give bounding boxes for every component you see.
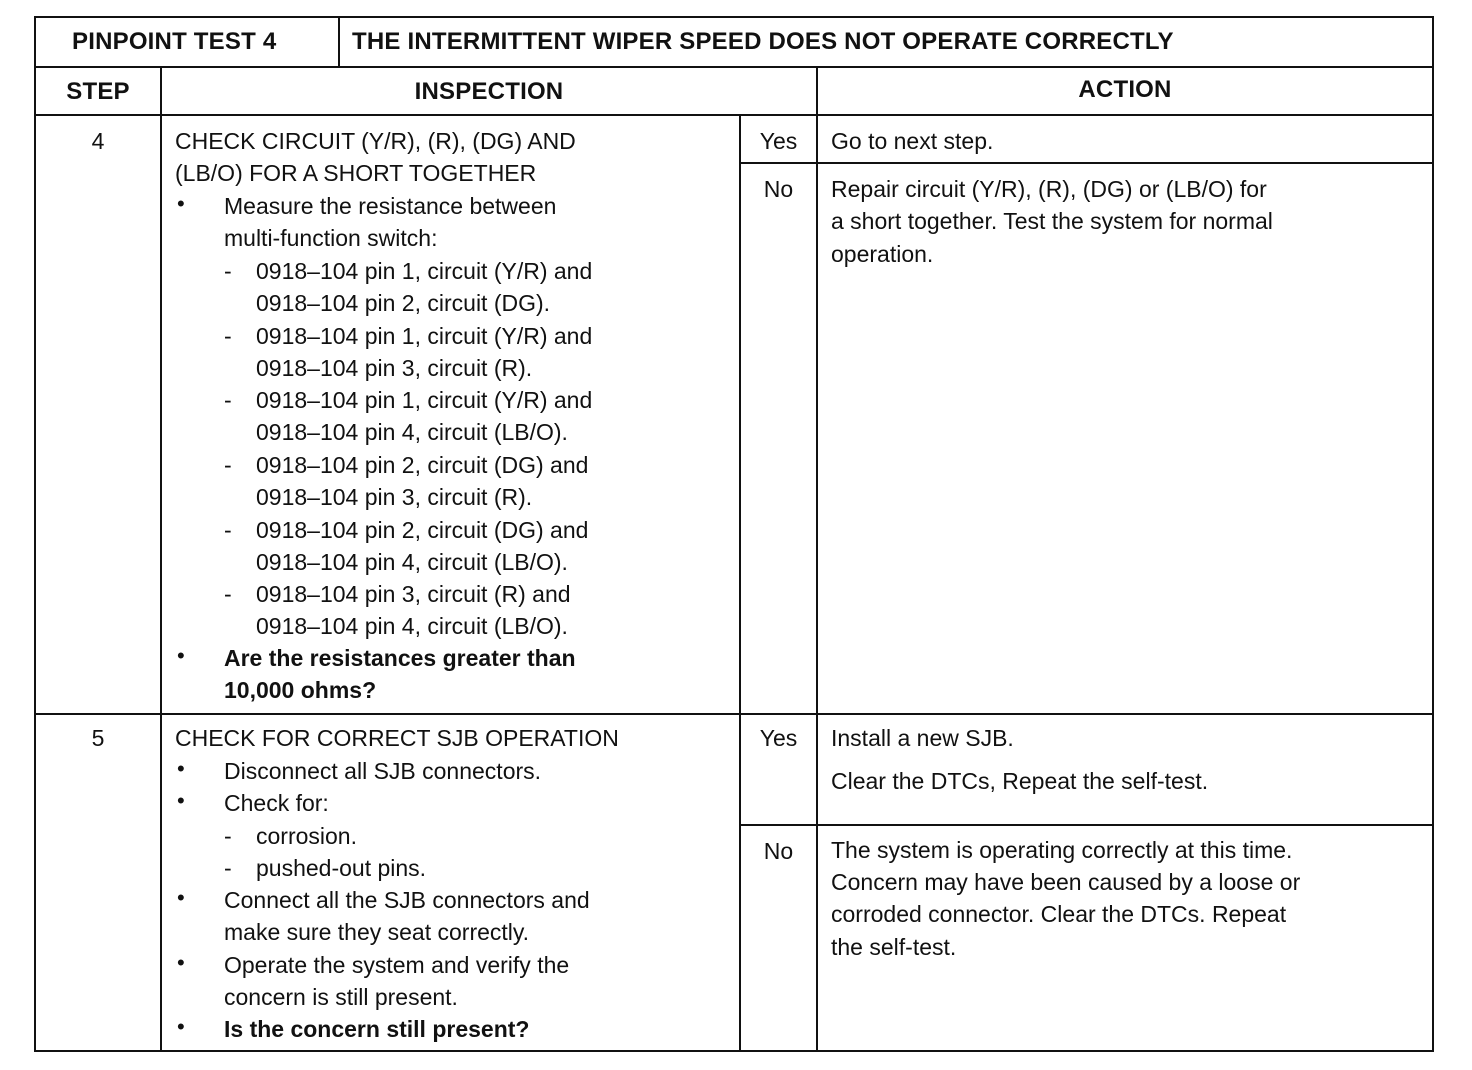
dash-marker: - xyxy=(224,581,232,607)
title-divider xyxy=(338,16,340,66)
no-action-line: Concern may have been caused by a loose or xyxy=(831,869,1301,895)
bullet-dot: • xyxy=(177,788,185,813)
bullet-dot: • xyxy=(177,1014,185,1039)
sub-item-line: 0918–104 pin 4, circuit (LB/O). xyxy=(256,419,568,445)
column-header-step: STEP xyxy=(66,78,130,105)
border-right xyxy=(1432,16,1434,1052)
header-bottom-rule xyxy=(34,114,1434,116)
border-left xyxy=(34,16,36,1052)
inspection-question-line: Is the concern still present? xyxy=(224,1016,530,1042)
border-top xyxy=(34,16,1434,18)
dash-marker: - xyxy=(224,258,232,284)
no-action-line: corroded connector. Clear the DTCs. Repeat xyxy=(831,901,1287,927)
inspection-bullet-line: multi-function switch: xyxy=(224,225,438,251)
sub-item-line: 0918–104 pin 3, circuit (R) and xyxy=(256,581,571,607)
sub-item-line: 0918–104 pin 4, circuit (LB/O). xyxy=(256,549,568,575)
sub-item-line: 0918–104 pin 2, circuit (DG) and xyxy=(256,452,589,478)
inspection-question-line: 10,000 ohms? xyxy=(224,677,377,703)
dash-marker: - xyxy=(224,452,232,478)
step-number: 4 xyxy=(91,128,105,154)
no-label: No xyxy=(763,838,794,864)
inspection-bullet-line: make sure they seat correctly. xyxy=(224,919,530,945)
action-column-divider xyxy=(816,66,818,1052)
yes-action-line: Install a new SJB. xyxy=(831,725,1014,751)
bullet-dot: • xyxy=(177,643,185,668)
inspection-bullet-line: Operate the system and verify the xyxy=(224,952,570,978)
sub-item-line: 0918–104 pin 1, circuit (Y/R) and xyxy=(256,258,593,284)
sub-item-line: 0918–104 pin 3, circuit (R). xyxy=(256,484,533,510)
sub-item-line: 0918–104 pin 2, circuit (DG) and xyxy=(256,517,589,543)
no-action-line: The system is operating correctly at this time. xyxy=(831,837,1293,863)
bullet-dot: • xyxy=(177,885,185,910)
inspection-question-line: Are the resistances greater than xyxy=(224,645,576,671)
sub-item-line: 0918–104 pin 1, circuit (Y/R) and xyxy=(256,323,593,349)
dash-marker: - xyxy=(224,823,232,849)
check-item-line: pushed-out pins. xyxy=(256,855,427,881)
sub-item-line: 0918–104 pin 4, circuit (LB/O). xyxy=(256,613,568,639)
title-bottom-rule xyxy=(34,66,1434,68)
no-action-line: operation. xyxy=(831,241,934,267)
no-action-line: the self-test. xyxy=(831,934,957,960)
yes-action-line: Go to next step. xyxy=(831,128,994,154)
inspection-heading-line: CHECK CIRCUIT (Y/R), (R), (DG) AND xyxy=(175,128,576,154)
bullet-dot: • xyxy=(177,191,185,216)
sub-item-line: 0918–104 pin 1, circuit (Y/R) and xyxy=(256,387,593,413)
step5-yes-no-rule xyxy=(739,824,1434,826)
bullet-dot: • xyxy=(177,756,185,781)
inspection-bullet-line: Disconnect all SJB connectors. xyxy=(224,758,542,784)
bullet-dot: • xyxy=(177,950,185,975)
step-separator xyxy=(34,713,1434,715)
border-bottom xyxy=(34,1050,1434,1052)
inspection-bullet-line: Check for: xyxy=(224,790,329,816)
inspection-bullet-line: Measure the resistance between xyxy=(224,193,557,219)
yes-label: Yes xyxy=(759,725,798,751)
dash-marker: - xyxy=(224,387,232,413)
no-action-line: Repair circuit (Y/R), (R), (DG) or (LB/O) for xyxy=(831,176,1267,202)
step-number: 5 xyxy=(91,725,105,751)
sub-item-line: 0918–104 pin 3, circuit (R). xyxy=(256,355,533,381)
yesno-column-divider xyxy=(739,114,741,1052)
inspection-bullet-line: concern is still present. xyxy=(224,984,458,1010)
yes-action-line: Clear the DTCs, Repeat the self-test. xyxy=(831,768,1209,794)
sub-item-line: 0918–104 pin 2, circuit (DG). xyxy=(256,290,551,316)
step4-yes-no-rule xyxy=(739,162,1434,164)
pinpoint-test-id: PINPOINT TEST 4 xyxy=(72,28,277,55)
no-label: No xyxy=(763,176,794,202)
step-column-divider xyxy=(160,66,162,1052)
check-item-line: corrosion. xyxy=(256,823,357,849)
yes-label: Yes xyxy=(759,128,798,154)
no-action-line: a short together. Test the system for normal xyxy=(831,208,1273,234)
pinpoint-test-title: THE INTERMITTENT WIPER SPEED DOES NOT OPERATE CORRECTLY xyxy=(352,28,1174,55)
column-header-action: ACTION xyxy=(1078,76,1172,103)
column-header-inspection: INSPECTION xyxy=(414,78,564,105)
inspection-bullet-line: Connect all the SJB connectors and xyxy=(224,887,590,913)
dash-marker: - xyxy=(224,517,232,543)
dash-marker: - xyxy=(224,323,232,349)
inspection-heading-line: (LB/O) FOR A SHORT TOGETHER xyxy=(175,160,537,186)
dash-marker: - xyxy=(224,855,232,881)
inspection-heading-line: CHECK FOR CORRECT SJB OPERATION xyxy=(175,725,619,751)
